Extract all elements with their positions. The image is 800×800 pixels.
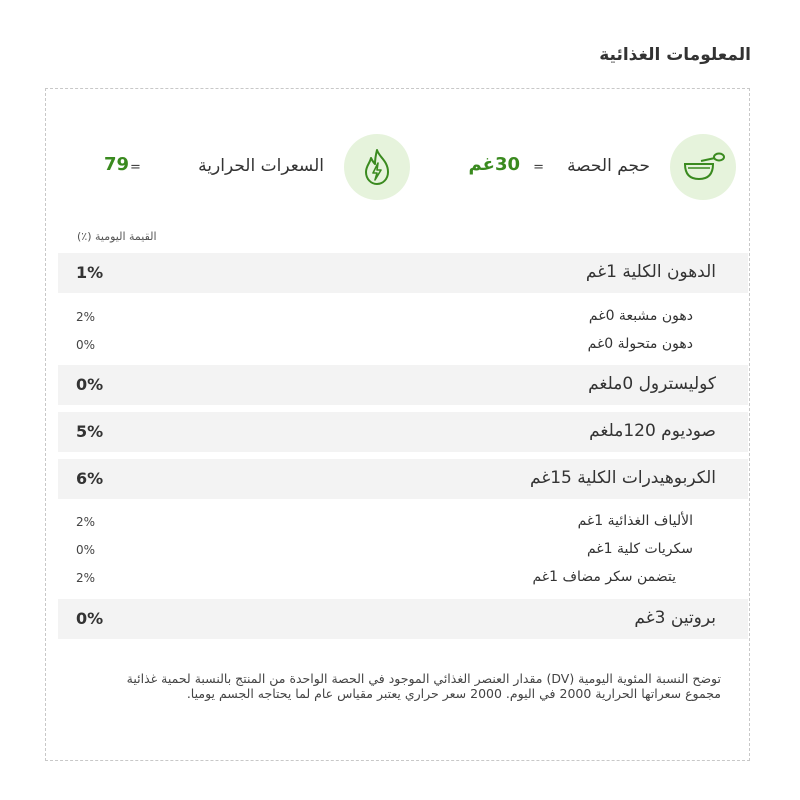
nutrient-percent: 2% (76, 310, 96, 324)
nutrient-label: دهون مشبعة 0غم (588, 308, 693, 324)
calories-value: 79 (104, 154, 130, 175)
nutrient-row-saturated-fat (58, 307, 748, 327)
nutrient-label: صوديوم 120ملغم (589, 421, 716, 441)
nutrient-row-cholesterol (58, 365, 748, 405)
nutrient-row-total-sugars (58, 540, 748, 560)
nutrient-percent: 2% (76, 571, 96, 585)
nutrient-percent: 1% (76, 263, 104, 282)
nutrient-row-total-fat (58, 253, 748, 293)
nutrient-percent: 5% (76, 422, 104, 441)
nutrient-percent: 0% (76, 338, 96, 352)
flame-bolt-icon (362, 148, 392, 186)
serving-value: 30غم (468, 154, 520, 175)
nutrient-label: دهون متحولة 0غم (587, 336, 693, 352)
bowl-spoon-icon (681, 152, 725, 182)
page-title: المعلومات الغذائية (599, 45, 751, 65)
nutrient-percent: 0% (76, 375, 104, 394)
serving-icon-circle (670, 134, 736, 200)
serving-label: حجم الحصة (567, 156, 650, 176)
nutrient-label: كوليسترول 0ملغم (588, 374, 716, 394)
nutrient-percent: 0% (76, 543, 96, 557)
nutrient-row-protein (58, 599, 748, 639)
nutrient-row-fiber (58, 512, 748, 532)
nutrient-label: الدهون الكلية 1غم (585, 262, 716, 282)
nutrient-percent: 0% (76, 609, 104, 628)
nutrient-label: الألياف الغذائية 1غم (577, 513, 693, 529)
daily-value-footnote: توضح النسبة المئوية اليومية (DV) مقدار العنصر الغذائي الموجود في الحصة الواحدة من المنتج بالنسبة لحمية غذائية مجموع سعراتها الحرارية 2000 في اليوم. 2000 سعر حراري يعتبر مقياس عام لما يحتاجه الجسم يوميا. (126, 671, 721, 701)
nutrient-row-trans-fat (58, 335, 748, 355)
nutrient-label: يتضمن سكر مضاف 1غم (532, 569, 676, 585)
nutrient-percent: 6% (76, 469, 104, 488)
nutrient-row-added-sugars (58, 568, 748, 588)
nutrient-percent: 2% (76, 515, 96, 529)
nutrient-label: سكريات كلية 1غم (586, 541, 693, 557)
calories-equals: = (130, 160, 141, 175)
nutrient-label: بروتين 3غم (634, 608, 716, 628)
calories-summary (76, 134, 416, 204)
calories-icon-circle (344, 134, 410, 200)
nutrient-row-sodium (58, 412, 748, 452)
nutrition-card (45, 88, 750, 761)
nutrient-label: الكربوهيدرات الكلية 15غم (530, 468, 716, 488)
calories-label: السعرات الحرارية (198, 156, 324, 176)
nutrient-row-total-carbs (58, 459, 748, 499)
daily-value-header: القيمة اليومية (٪) (77, 230, 157, 243)
serving-equals: = (533, 160, 544, 175)
serving-size-summary (446, 134, 746, 204)
